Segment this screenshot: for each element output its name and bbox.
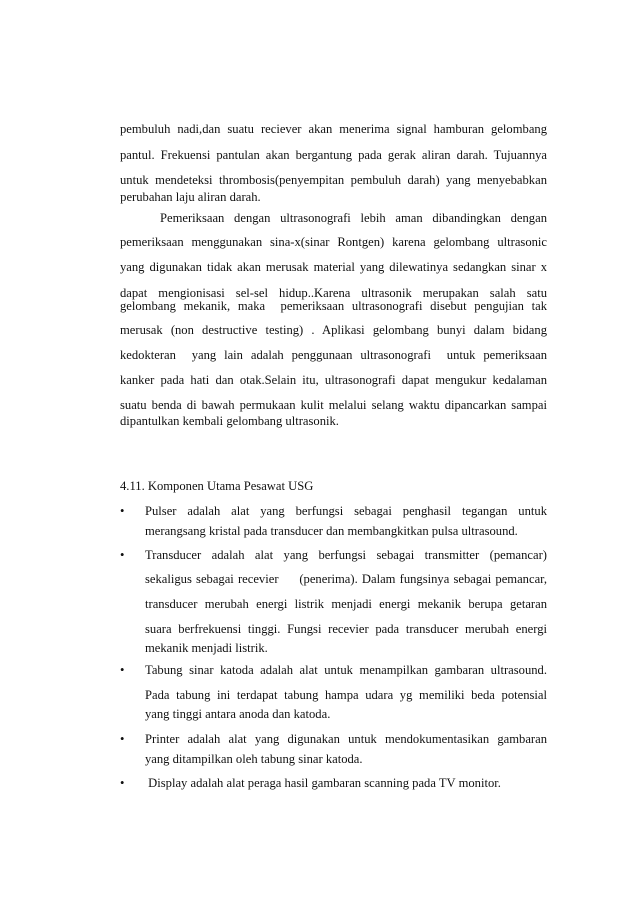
bullet-item-line: Pada tabung ini terdapat tabung hampa udara yg memiliki beda potensial: [145, 688, 547, 702]
paragraph-2-line: dapat mengionisasi sel-sel hidup..Karena ultrasonik merupakan salah satu: [120, 286, 547, 300]
bullet-icon: •: [120, 663, 125, 677]
bullet-item-line: suara berfrekuensi tinggi. Fungsi recevier pada transducer merubah energi: [145, 622, 547, 636]
paragraph-2-line: yang digunakan tidak akan merusak material yang dilewatinya sedangkan sinar x: [120, 260, 547, 274]
bullet-item-line: Transducer adalah alat yang berfungsi sebagai transmitter (pemancar): [145, 548, 547, 562]
paragraph-2-line: pemeriksaan menggunakan sina-x(sinar Rontgen) karena gelombang ultrasonic: [120, 235, 547, 249]
paragraph-2-line: Pemeriksaan dengan ultrasonografi lebih aman dibandingkan dengan: [160, 211, 547, 225]
bullet-item-line: transducer merubah energi listrik menjadi energi mekanik berupa getaran: [145, 597, 547, 611]
bullet-item-line: mekanik menjadi listrik.: [145, 641, 268, 655]
bullet-icon: •: [120, 776, 125, 790]
section-heading: 4.11. Komponen Utama Pesawat USG: [120, 479, 314, 493]
paragraph-2-line: dipantulkan kembali gelombang ultrasonik.: [120, 414, 339, 428]
paragraph-2-line: kedokteran yang lain adalah penggunaan ultrasonografi untuk pemeriksaan: [120, 348, 547, 362]
bullet-icon: •: [120, 732, 125, 746]
bullet-item-line: Pulser adalah alat yang berfungsi sebagai penghasil tegangan untuk: [145, 504, 547, 518]
bullet-item-line: Tabung sinar katoda adalah alat untuk menampilkan gambaran ultrasound.: [145, 663, 547, 677]
paragraph-1-line: pantul. Frekuensi pantulan akan bergantung pada gerak aliran darah. Tujuannya: [120, 148, 547, 162]
paragraph-1-line: untuk mendeteksi thrombosis(penyempitan pembuluh darah) yang menyebabkan: [120, 173, 547, 187]
bullet-item-line: Display adalah alat peraga hasil gambaran scanning pada TV monitor.: [145, 776, 501, 790]
bullet-item-line: yang tinggi antara anoda dan katoda.: [145, 707, 331, 721]
paragraph-2-line: gelombang mekanik, maka pemeriksaan ultrasonografi disebut pengujian tak: [120, 299, 547, 313]
bullet-item-line: merangsang kristal pada transducer dan membangkitkan pulsa ultrasound.: [145, 524, 518, 538]
bullet-item-line: Printer adalah alat yang digunakan untuk mendokumentasikan gambaran: [145, 732, 547, 746]
bullet-icon: •: [120, 548, 125, 562]
paragraph-2-line: suatu benda di bawah permukaan kulit melalui selang waktu dipancarkan sampai: [120, 398, 547, 412]
paragraph-1-line: perubahan laju aliran darah.: [117, 190, 261, 204]
paragraph-2-line: merusak (non destructive testing) . Aplikasi gelombang bunyi dalam bidang: [120, 323, 547, 337]
paragraph-1-line: pembuluh nadi,dan suatu reciever akan menerima signal hamburan gelombang: [120, 122, 547, 136]
bullet-item-line: yang ditampilkan oleh tabung sinar katoda.: [145, 752, 363, 766]
bullet-icon: •: [120, 504, 125, 518]
bullet-item-line: sekaligus sebagai recevier (penerima). Dalam fungsinya sebagai pemancar,: [145, 572, 547, 586]
paragraph-2-line: kanker pada hati dan otak.Selain itu, ultrasonografi dapat mengukur kedalaman: [120, 373, 547, 387]
